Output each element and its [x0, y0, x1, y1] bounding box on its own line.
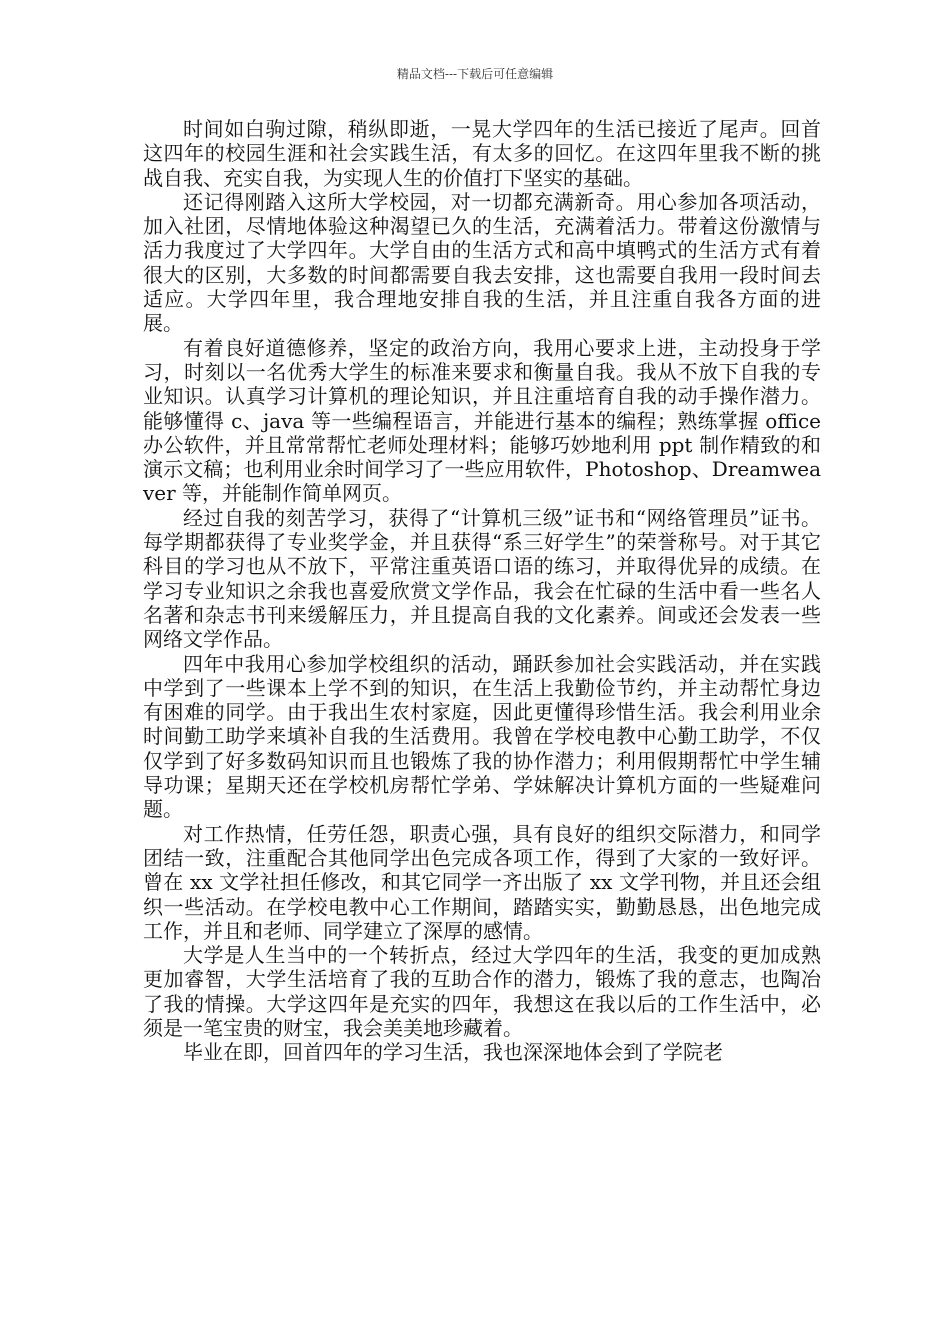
paragraph-4: 经过自我的刻苦学习，获得了“计算机三级”证书和“网络管理员”证书。每学期都获得了专业奖学金，并且获得“系三好学生”的荣誉称号。对于其它科目的学习也从不放下，平常注重英语口语的练习，并取得优异的成绩。在学习专业知识之余我也喜爱欣赏文学作品，我会在忙碌的生活中看一些名人名著和杂志书刊来缓解压力，并且提高自我的文化素养。间或还会发表一些网络文学作品。: [143, 505, 821, 652]
paragraph-1: 时间如白驹过隙，稍纵即逝，一晃大学四年的生活已接近了尾声。回首这四年的校园生涯和社会实践生活，有太多的回忆。在这四年里我不断的挑战自我、充实自我，为实现人生的价值打下坚实的基础。: [143, 117, 821, 190]
paragraph-5: 四年中我用心参加学校组织的活动，踊跃参加社会实践活动，并在实践中学到了一些课本上学不到的知识，在生活上我勤俭节约，并主动帮忙身边有困难的同学。由于我出生农村家庭，因此更懂得珍惜生活。我会利用业余时间勤工助学来填补自我的生活费用。我曾在学校电教中心勤工助学，不仅仅学到了好多数码知识而且也锻炼了我的协作潜力；利用假期帮忙中学生辅导功课；星期天还在学校机房帮忙学弟、学妹解决计算机方面的一些疑难问题。: [143, 651, 821, 822]
paragraph-2: 还记得刚踏入这所大学校园，对一切都充满新奇。用心参加各项活动，加入社团，尽情地体验这种渴望已久的生活，充满着活力。带着这份激情与活力我度过了大学四年。大学自由的生活方式和高中填鸭式的生活方式有着很大的区别，大多数的时间都需要自我去安排，这也需要自我用一段时间去适应。大学四年里，我合理地安排自我的生活，并且注重自我各方面的进展。: [143, 189, 821, 336]
paragraph-3: 有着良好道德修养，坚定的政治方向，我用心要求上进，主动投身于学习，时刻以一名优秀大学生的标准来要求和衡量自我。我从不放下自我的专业知识。认真学习计算机的理论知识，并且注重培育自我的动手操作潜力。能够懂得 c、java 等一些编程语言，并能进行基本的编程；熟练掌握 office 办公软件，并且常常帮忙老师处理材料；能够巧妙地利用 ppt 制作精致的和演示文稿；也利用业余时间学习了一些应用软件，Photoshop、Dreamweaver 等，并能制作简单网页。: [143, 335, 821, 506]
paragraph-7: 大学是人生当中的一个转折点，经过大学四年的生活，我变的更加成熟更加睿智，大学生活培育了我的互助合作的潜力，锻炼了我的意志，也陶冶了我的情操。大学这四年是充实的四年，我想这在我以后的工作生活中，必须是一笔宝贵的财宝，我会美美地珍藏着。: [143, 943, 821, 1040]
page-header: 精品文档---下载后可任意编辑: [396, 67, 554, 81]
paragraph-6: 对工作热情，任劳任怨，职责心强，具有良好的组织交际潜力，和同学团结一致，注重配合其他同学出色完成各项工作，得到了大家的一致好评。曾在 xx 文学社担任修改，和其它同学一齐出版了 xx 文学刊物，并且还会组织一些活动。在学校电教中心工作期间，踏踏实实，勤勤恳恳，出色地完成工作，并且和老师、同学建立了深厚的感情。: [143, 821, 821, 943]
document-body: [143, 117, 821, 1065]
paragraph-8: 毕业在即，回首四年的学习生活，我也深深地体会到了学院老: [183, 1040, 723, 1065]
